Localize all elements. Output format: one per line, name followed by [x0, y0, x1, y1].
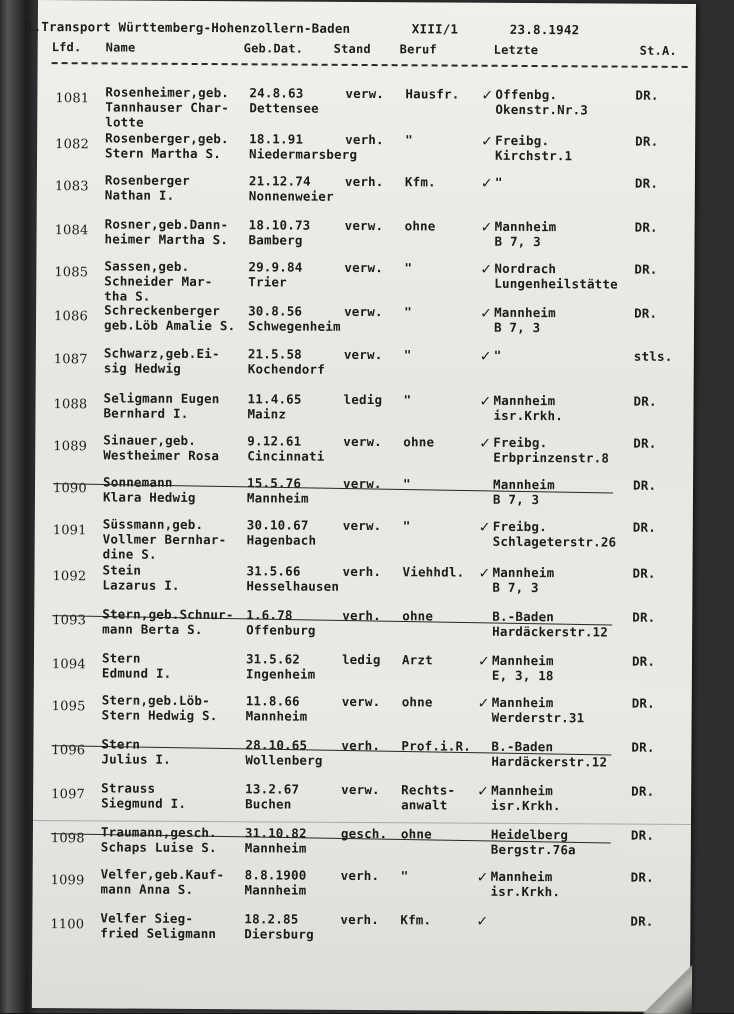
- entry-citizenship: DR.: [633, 393, 657, 409]
- checkmark-icon: ✓: [481, 87, 494, 104]
- entry-number: 1095: [51, 699, 86, 715]
- entry-last-address: Mannheim Werderstr.31: [491, 694, 585, 726]
- entry-marital-status: verh.: [342, 607, 381, 624]
- entry-birth-date-place: 13.2.67 Buchen: [245, 781, 300, 812]
- col-geb: Geb.Dat.: [243, 41, 304, 56]
- entry-name: Sassen,geb. Schneider Mar- tha S.: [104, 258, 213, 304]
- entry-number: 1082: [55, 137, 90, 153]
- entry-birth-date-place: 9.12.61 Cincinnati: [247, 433, 325, 464]
- entry-occupation: Kfm.: [400, 912, 432, 928]
- entry-birth-date-place: 21.12.74 Nonnenweier: [248, 173, 334, 204]
- entry-name: Velfer,geb.Kauf- mann Anna S.: [100, 866, 225, 897]
- col-sta: St.A.: [639, 43, 677, 58]
- entry-last-address: Mannheim B 7, 3: [492, 476, 555, 508]
- col-beruf: Beruf: [399, 42, 437, 57]
- entry-citizenship: stls.: [633, 348, 673, 364]
- checkmark-icon: ✓: [476, 869, 489, 886]
- entry-birth-date-place: 30.8.56 Schwegenheim: [247, 303, 341, 334]
- entry-name: Strauss Siegmund I.: [101, 780, 187, 811]
- checkmark-icon: ✓: [480, 219, 493, 236]
- entry-last-address: B.-Baden Hardäckerstr.12: [492, 608, 609, 640]
- entry-marital-status: verh.: [342, 563, 382, 580]
- table-row: [32, 910, 690, 956]
- page-corner-curl: [632, 964, 692, 1014]
- table-row: [36, 345, 694, 391]
- table-row: [36, 302, 694, 348]
- entry-name: Stern,geb.Schnur- mann Berta S.: [102, 606, 234, 638]
- table-row: [35, 516, 693, 562]
- checkmark-icon: ✓: [480, 175, 493, 192]
- entry-marital-status: verh.: [344, 173, 384, 190]
- entry-name: Rosenberger,geb. Stern Martha S.: [105, 130, 229, 162]
- entry-name: Stein Lazarus I.: [102, 562, 180, 593]
- entry-name: Velfer Sieg- fried Seligmann: [100, 910, 217, 942]
- entry-citizenship: DR.: [632, 609, 656, 625]
- checkmark-icon: ✓: [480, 305, 493, 322]
- entry-number: 1094: [51, 657, 86, 673]
- entry-marital-status: verw.: [344, 303, 383, 320]
- entry-marital-status: verw.: [344, 217, 384, 234]
- entry-occupation: Hausfr.: [405, 86, 460, 102]
- checkmark-icon: ✓: [477, 653, 490, 670]
- checkmark-icon: ✓: [480, 261, 493, 278]
- entry-marital-status: verw.: [345, 85, 385, 102]
- entry-last-address: Offenbg. Okenstr.Nr.3: [495, 86, 589, 118]
- entry-last-address: Freibg. Schlageterstr.26: [492, 518, 617, 550]
- entry-birth-date-place: 31.5.62 Ingenheim: [245, 651, 316, 682]
- entry-last-address: Mannheim isr.Krkh.: [493, 392, 564, 424]
- entry-occupation: ohne: [400, 826, 432, 842]
- table-row: [35, 432, 693, 478]
- table-row: [33, 824, 691, 870]
- entry-birth-date-place: 15.5.76 Mannheim: [246, 475, 309, 506]
- table-row: [33, 736, 691, 782]
- transport-date: 23.8.1942: [509, 21, 580, 38]
- entry-citizenship: DR.: [633, 477, 657, 493]
- entry-occupation: ": [403, 347, 412, 363]
- entry-number: 1096: [51, 743, 86, 759]
- entry-marital-status: verw.: [341, 781, 380, 798]
- entry-occupation: Kfm.: [404, 174, 436, 190]
- entry-last-address: Mannheim B 7, 3: [494, 218, 557, 250]
- entry-citizenship: DR.: [630, 827, 655, 843]
- entry-marital-status: verw.: [342, 517, 382, 534]
- entry-name: Schwarz,geb.Ei- sig Hedwig: [103, 345, 220, 376]
- entry-number: 1081: [55, 91, 90, 107]
- entry-last-address: Mannheim E, 3, 18: [491, 652, 554, 684]
- entry-number: 1090: [52, 481, 87, 497]
- entry-number: 1089: [53, 439, 88, 455]
- entry-last-address: ": [494, 174, 503, 190]
- col-stand: Stand: [333, 41, 371, 57]
- entry-number: 1093: [52, 613, 87, 629]
- entry-citizenship: DR.: [634, 175, 659, 191]
- table-row: [37, 84, 695, 130]
- entry-name: Stern Edmund I.: [101, 650, 172, 681]
- entry-number: 1092: [52, 569, 87, 585]
- entry-marital-status: ledig: [341, 651, 381, 668]
- checkmark-icon: ✓: [477, 695, 490, 712]
- entry-marital-status: gesch.: [340, 825, 388, 842]
- entry-marital-status: verh.: [340, 867, 380, 884]
- entry-birth-date-place: 24.8.63 Dettensee: [249, 85, 319, 116]
- entry-occupation: Rechts- anwalt: [401, 782, 456, 813]
- entry-birth-date-place: 11.8.66 Mannheim: [245, 693, 308, 724]
- entry-citizenship: DR.: [632, 565, 656, 581]
- entry-occupation: ": [403, 392, 412, 408]
- entry-marital-status: verw.: [341, 693, 381, 710]
- table-row: [33, 780, 691, 826]
- checkmark-icon: ✓: [479, 393, 492, 410]
- deportation-list-sheet: [25, 0, 696, 1012]
- checkmark-icon: ✓: [477, 783, 490, 800]
- entry-occupation: ohne: [402, 608, 434, 624]
- entry-last-address: Heidelberg Bergstr.76a: [490, 826, 576, 858]
- entry-last-address: Mannheim isr.Krkh.: [491, 782, 561, 814]
- entry-occupation: ": [405, 132, 413, 148]
- col-name: Name: [105, 40, 136, 55]
- entry-marital-status: verh.: [340, 911, 380, 928]
- entry-citizenship: DR.: [633, 435, 657, 451]
- entry-last-address: Mannheim B 7, 3: [493, 304, 556, 336]
- checkmark-icon: ✓: [476, 913, 489, 930]
- entry-name: Sinauer,geb. Westheimer Rosa: [103, 432, 220, 464]
- entry-occupation: Prof.i.R.: [401, 738, 472, 754]
- entry-citizenship: DR.: [630, 869, 654, 885]
- table-row: [32, 866, 690, 912]
- entry-birth-date-place: 8.8.1900 Mannheim: [244, 867, 307, 898]
- entry-last-address: Freibg. Erbprinzenstr.8: [493, 434, 610, 466]
- entry-birth-date-place: 30.10.67 Hagenbach: [246, 517, 317, 548]
- entry-birth-date-place: 31.10.82 Mannheim: [244, 825, 307, 856]
- entry-name: Traumann,gesch. Schaps Luise S.: [100, 824, 217, 856]
- entry-citizenship: DR.: [631, 783, 655, 799]
- entry-birth-date-place: 11.4.65 Mainz: [247, 391, 302, 422]
- checkmark-icon: ✓: [478, 519, 491, 536]
- entry-birth-date-place: 21.5.58 Kochendorf: [247, 346, 326, 377]
- entry-marital-status: verw.: [343, 346, 383, 363]
- entry-name: Rosner,geb.Dann- heimer Martha S.: [104, 216, 229, 248]
- col-lfd: Lfd.: [51, 40, 82, 55]
- transport-code: XIII/1: [411, 21, 459, 37]
- entry-last-address: Freibg. Kirchstr.1: [495, 132, 573, 164]
- entry-last-address: ": [493, 347, 502, 363]
- entry-birth-date-place: 18.2.85 Diersburg: [244, 911, 314, 942]
- entry-citizenship: DR.: [632, 519, 657, 535]
- transport-title: 1.Transport Württemberg-Hohenzollern-Baden: [25, 18, 351, 36]
- entry-number: 1100: [50, 917, 85, 933]
- entry-citizenship: DR.: [631, 653, 656, 669]
- entry-citizenship: DR.: [630, 913, 654, 929]
- entry-marital-status: verw.: [343, 475, 382, 492]
- entry-name: Rosenberger Nathan I.: [104, 172, 190, 203]
- col-letzte: Letzte: [493, 42, 539, 58]
- table-row: [37, 130, 695, 176]
- entry-occupation: Viehhdl.: [402, 564, 465, 580]
- entry-last-address: Nordrach Lungenheilstätte: [494, 260, 618, 292]
- entry-occupation: ": [403, 476, 411, 492]
- table-row: [37, 172, 695, 218]
- entry-citizenship: DR.: [635, 87, 659, 103]
- entry-last-address: Mannheim isr.Krkh.: [490, 868, 561, 900]
- entry-number: 1091: [52, 523, 87, 539]
- entry-occupation: ": [404, 260, 413, 276]
- entry-occupation: Arzt: [401, 652, 433, 668]
- checkmark-icon: ✓: [478, 565, 491, 582]
- entry-birth-date-place: 18.10.73 Bamberg: [248, 217, 311, 248]
- entry-birth-date-place: 29.9.84 Trier: [248, 259, 303, 290]
- table-row: [34, 606, 692, 652]
- entry-number: 1084: [54, 223, 89, 239]
- table-row: [35, 390, 693, 436]
- header-divider: [52, 62, 688, 68]
- entry-number: 1086: [54, 309, 89, 325]
- entry-occupation: ohne: [404, 218, 436, 234]
- entry-marital-status: verw.: [343, 433, 382, 450]
- entry-number: 1098: [50, 831, 85, 847]
- entry-number: 1085: [54, 265, 89, 281]
- entry-name: Stern Julius I.: [101, 736, 171, 767]
- entry-citizenship: DR.: [634, 219, 658, 235]
- table-row: [34, 650, 692, 696]
- entry-number: 1087: [53, 352, 88, 368]
- entry-last-address: Mannheim B 7, 3: [492, 564, 555, 596]
- entry-birth-date-place: 18.1.91 Niedermarsberg: [249, 131, 358, 162]
- entry-number: 1097: [51, 787, 86, 803]
- checkmark-icon: ✓: [479, 435, 492, 452]
- entry-marital-status: verw.: [344, 259, 384, 276]
- entry-occupation: ": [404, 304, 412, 320]
- table-row: [36, 258, 694, 304]
- table-row: [35, 474, 693, 520]
- entry-citizenship: DR.: [634, 305, 658, 321]
- entry-occupation: ohne: [403, 434, 435, 450]
- entry-name: Sonnemann Klara Hedwig: [102, 474, 196, 505]
- entry-last-address: B.-Baden Hardäckerstr.12: [491, 738, 608, 770]
- entry-name: Stern,geb.Löb- Stern Hedwig S.: [101, 692, 218, 724]
- checkmark-icon: ✓: [479, 348, 492, 365]
- entry-name: Seligmann Eugen Bernhard I.: [103, 390, 220, 421]
- entry-citizenship: DR.: [631, 739, 655, 755]
- entry-name: Rosenheimer,geb. Tannhauser Char- lotte: [105, 84, 230, 130]
- entry-number: 1099: [50, 873, 85, 889]
- table-row: [34, 692, 692, 738]
- checkmark-icon: ✓: [481, 133, 494, 150]
- entry-citizenship: DR.: [635, 133, 659, 149]
- entry-marital-status: verh.: [341, 737, 381, 754]
- entry-occupation: ohne: [401, 694, 433, 710]
- entry-occupation: ": [402, 518, 411, 534]
- entry-birth-date-place: 31.5.66 Hesselhausen: [246, 563, 340, 594]
- entry-number: 1088: [53, 397, 88, 413]
- entry-marital-status: verh.: [345, 131, 384, 148]
- entry-birth-date-place: 1.6.78 Offenburg: [246, 607, 316, 638]
- entry-occupation: ": [400, 868, 409, 884]
- entry-marital-status: ledig: [343, 391, 383, 408]
- table-row: [34, 562, 692, 608]
- entry-citizenship: DR.: [634, 261, 658, 277]
- entry-birth-date-place: 28.10.65 Wollenberg: [245, 737, 323, 768]
- entry-name: Schreckenberger geb.Löb Amalie S.: [103, 302, 236, 334]
- entry-number: 1083: [54, 179, 89, 195]
- entry-citizenship: DR.: [631, 695, 655, 711]
- entry-name: Süssmann,geb. Vollmer Bernhar- dine S.: [102, 516, 227, 562]
- table-row: [36, 216, 694, 262]
